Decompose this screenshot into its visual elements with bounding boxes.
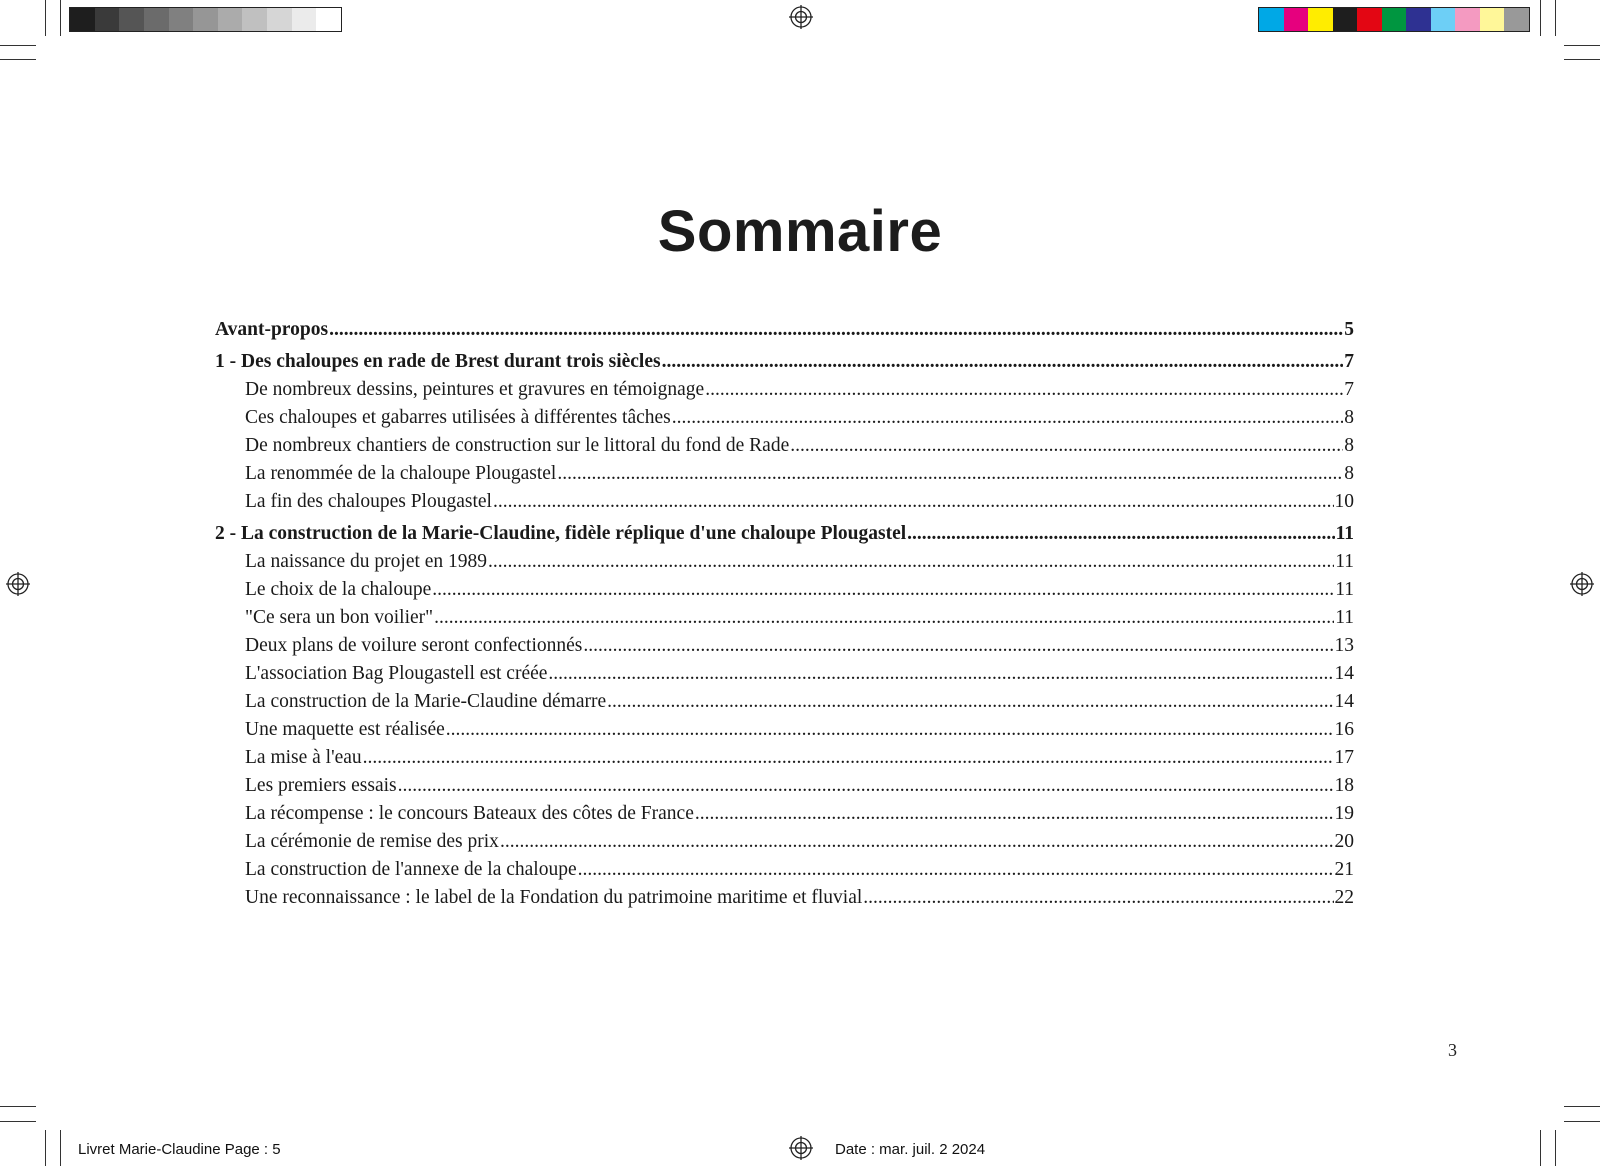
registration-mark-top [789, 5, 813, 29]
toc-entry-page: 22 [1334, 887, 1354, 908]
toc-dot-leader [434, 604, 1334, 632]
color-swatch [242, 8, 267, 31]
toc-dot-leader [695, 800, 1334, 828]
toc-section-entry [215, 800, 1354, 828]
toc-entry-label: Une maquette est réalisée [245, 719, 445, 740]
toc-entry-label: La construction de la Marie-Claudine démarre [245, 691, 607, 712]
toc-entry-page: 11 [1335, 551, 1354, 572]
toc-entry-page: 7 [1344, 379, 1354, 400]
color-swatch [1284, 8, 1309, 31]
toc-entry-page: 11 [1335, 579, 1354, 600]
page-title: Sommaire [657, 199, 943, 264]
crop-mark [1564, 1106, 1600, 1107]
registration-mark-right [1570, 572, 1594, 596]
color-swatch [218, 8, 243, 31]
crop-mark [60, 1130, 61, 1166]
toc-entry-page: 8 [1344, 463, 1354, 484]
crop-mark [0, 45, 36, 46]
toc-entry-page: 8 [1344, 435, 1354, 456]
toc-dot-leader [557, 460, 1343, 488]
color-swatch [144, 8, 169, 31]
toc-entry-page: 5 [1344, 319, 1354, 340]
toc-entry-label: La renommée de la chaloupe Plougastel [245, 463, 557, 484]
toc-chapter-entry [215, 348, 1354, 376]
grayscale-calibration-strip [69, 7, 342, 32]
toc-section-entry [215, 632, 1354, 660]
toc-section-entry [215, 460, 1354, 488]
toc-entry-label: La récompense : le concours Bateaux des côtes de France [245, 803, 694, 824]
toc-entry-page: 11 [1335, 523, 1354, 544]
toc-section-entry [215, 660, 1354, 688]
toc-dot-leader [493, 488, 1334, 516]
crop-mark [0, 59, 36, 60]
toc-dot-leader [500, 828, 1334, 856]
toc-section-entry [215, 604, 1354, 632]
toc-entry-label: De nombreux chantiers de construction sur le littoral du fond de Rade [245, 435, 790, 456]
color-swatch [119, 8, 144, 31]
crop-mark [1540, 0, 1541, 36]
crop-mark [1555, 0, 1556, 36]
crop-mark [0, 1106, 36, 1107]
toc-section-entry [215, 404, 1354, 432]
toc-entry-page: 11 [1335, 607, 1354, 628]
color-swatch [169, 8, 194, 31]
crop-mark [45, 0, 46, 36]
toc-dot-leader [432, 576, 1334, 604]
toc-section-entry [215, 376, 1354, 404]
crop-mark [45, 1130, 46, 1166]
color-swatch [267, 8, 292, 31]
toc-section-entry [215, 548, 1354, 576]
toc-section-entry [215, 744, 1354, 772]
registration-mark-left [6, 572, 30, 596]
color-swatch [1333, 8, 1358, 31]
toc-entry-label: La naissance du projet en 1989 [245, 551, 488, 572]
slug-date: Date : mar. juil. 2 2024 [835, 1141, 986, 1158]
color-swatch [316, 8, 341, 31]
registration-mark-bottom [789, 1136, 813, 1160]
color-swatch [1259, 8, 1284, 31]
color-swatch [1455, 8, 1480, 31]
toc-entry-label: De nombreux dessins, peintures et gravures en témoignage [245, 379, 705, 400]
toc-dot-leader [790, 432, 1343, 460]
color-swatch [193, 8, 218, 31]
toc-entry-label: La construction de l'annexe de la chaloupe [245, 859, 577, 880]
toc-entry-label: Les premiers essais [245, 775, 397, 796]
toc-entry-page: 21 [1334, 859, 1354, 880]
toc-dot-leader [583, 632, 1333, 660]
toc-section-entry [215, 856, 1354, 884]
toc-section-entry [215, 488, 1354, 516]
color-calibration-strip [1258, 7, 1530, 32]
toc-section-entry [215, 772, 1354, 800]
toc-dot-leader [329, 316, 1343, 344]
toc-dot-leader [907, 520, 1334, 548]
toc-entry-page: 13 [1334, 635, 1354, 656]
toc-entry-label: La cérémonie de remise des prix [245, 831, 499, 852]
toc-section-entry [215, 576, 1354, 604]
toc-dot-leader [607, 688, 1333, 716]
crop-mark [1555, 1130, 1556, 1166]
toc-entry-page: 14 [1334, 663, 1354, 684]
toc-entry-label: 2 - La construction de la Marie-Claudine, fidèle réplique d'une chaloupe Plougastel [215, 523, 907, 544]
toc-section-entry [215, 716, 1354, 744]
page-number: 3 [1448, 1040, 1457, 1060]
toc-entry-label: Ces chaloupes et gabarres utilisées à différentes tâches [245, 407, 671, 428]
color-swatch [1504, 8, 1529, 31]
toc-entry-label: Une reconnaissance : le label de la Fondation du patrimoine maritime et fluvial [245, 887, 863, 908]
toc-entry-page: 14 [1334, 691, 1354, 712]
toc-dot-leader [488, 548, 1334, 576]
toc-dot-leader [363, 744, 1334, 772]
toc-entry-page: 19 [1334, 803, 1354, 824]
table-of-contents [215, 316, 1354, 912]
toc-entry-label: 1 - Des chaloupes en rade de Brest durant trois siècles [215, 351, 661, 372]
crop-mark [1564, 45, 1600, 46]
color-swatch [1480, 8, 1505, 31]
toc-entry-page: 18 [1334, 775, 1354, 796]
toc-dot-leader [548, 660, 1333, 688]
toc-dot-leader [398, 772, 1334, 800]
toc-chapter-entry [215, 316, 1354, 344]
slug-file-info: Livret Marie-Claudine Page : 5 [78, 1141, 281, 1158]
toc-dot-leader [446, 716, 1334, 744]
color-swatch [70, 8, 95, 31]
toc-entry-label: "Ce sera un bon voilier" [245, 607, 434, 628]
color-swatch [1382, 8, 1407, 31]
toc-entry-label: Le choix de la chaloupe [245, 579, 432, 600]
toc-entry-page: 20 [1334, 831, 1354, 852]
toc-entry-page: 8 [1344, 407, 1354, 428]
color-swatch [1357, 8, 1382, 31]
toc-entry-label: La fin des chaloupes Plougastel [245, 491, 492, 512]
toc-dot-leader [672, 404, 1343, 432]
toc-dot-leader [662, 348, 1344, 376]
color-swatch [95, 8, 120, 31]
crop-mark [1564, 59, 1600, 60]
toc-entry-page: 10 [1334, 491, 1354, 512]
toc-dot-leader [578, 856, 1334, 884]
toc-entry-label: Avant-propos [215, 319, 329, 340]
toc-section-entry [215, 432, 1354, 460]
toc-section-entry [215, 884, 1354, 912]
toc-entry-page: 16 [1334, 719, 1354, 740]
toc-entry-page: 7 [1344, 351, 1354, 372]
color-swatch [292, 8, 317, 31]
toc-entry-page: 17 [1334, 747, 1354, 768]
crop-mark [1564, 1121, 1600, 1122]
crop-mark [1540, 1130, 1541, 1166]
toc-entry-label: La mise à l'eau [245, 747, 362, 768]
toc-dot-leader [705, 376, 1343, 404]
toc-dot-leader [863, 884, 1333, 912]
crop-mark [0, 1121, 36, 1122]
color-swatch [1431, 8, 1456, 31]
toc-section-entry [215, 828, 1354, 856]
toc-entry-label: L'association Bag Plougastell est créée [245, 663, 548, 684]
toc-section-entry [215, 688, 1354, 716]
crop-mark [60, 0, 61, 36]
color-swatch [1406, 8, 1431, 31]
toc-entry-label: Deux plans de voilure seront confectionnés [245, 635, 583, 656]
color-swatch [1308, 8, 1333, 31]
toc-chapter-entry [215, 520, 1354, 548]
